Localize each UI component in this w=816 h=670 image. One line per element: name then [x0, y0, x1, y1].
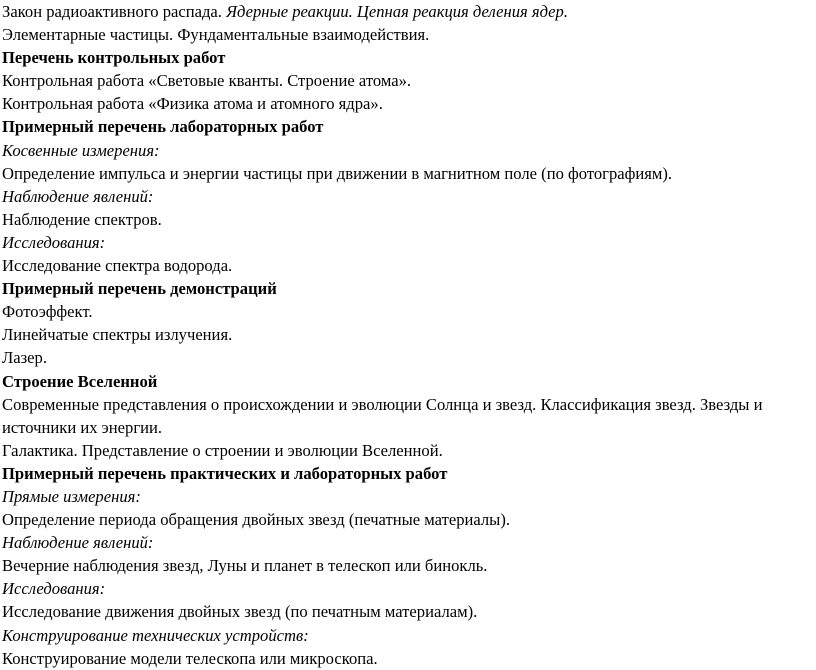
practical-observation-label: Наблюдение явлений: [2, 533, 154, 553]
control-work-item-1: Контрольная работа «Световые кванты. Строение атома». [2, 71, 412, 91]
practical-construct-item: Конструирование модели телескопа или микроскопа. [2, 648, 378, 668]
lab-indirect-label: Косвенные измерения: [2, 140, 160, 160]
lab-works-heading: Примерный перечень лабораторных работ [2, 117, 324, 137]
demonstration-item-3: Лазер. [2, 348, 47, 368]
practical-observation-item: Вечерние наблюдения звезд, Луны и планет в телескоп или бинокль. [2, 556, 488, 576]
universe-heading: Строение Вселенной [2, 371, 158, 391]
control-work-item-2: Контрольная работа «Физика атома и атомного ядра». [2, 94, 383, 114]
practical-construct-label: Конструирование технических устройств: [2, 625, 309, 645]
demonstration-item-2: Линейчатые спектры излучения. [2, 325, 233, 345]
practical-direct-item: Определение периода обращения двойных звезд (печатные материалы). [2, 510, 511, 530]
intro-line-1-italic: Ядерные реакции. Цепная реакция деления ядер. [226, 2, 568, 21]
lab-observation-item: Наблюдение спектров. [2, 209, 162, 229]
universe-paragraph-1: Современные представления о происхождении и эволюции Солнца и звезд. Классификация звезд. Звезды и источники их энергии. [2, 394, 763, 437]
practical-research-item: Исследование движения двойных звезд (по печатным материалам). [2, 602, 478, 622]
practical-research-label: Исследования: [2, 579, 106, 599]
intro-line-2: Элементарные частицы. Фундаментальные взаимодействия. [2, 25, 430, 45]
control-works-heading: Перечень контрольных работ [2, 48, 226, 68]
lab-observation-label: Наблюдение явлений: [2, 186, 154, 206]
lab-indirect-item: Определение импульса и энергии частицы при движении в магнитном поле (по фотографиям). [2, 163, 673, 183]
lab-research-label: Исследования: [2, 232, 106, 252]
demonstration-item-1: Фотоэффект. [2, 302, 93, 322]
universe-paragraph-2: Галактика. Представление о строении и эволюции Вселенной. [2, 440, 443, 460]
practical-works-heading: Примерный перечень практических и лабораторных работ [2, 463, 448, 483]
practical-direct-label: Прямые измерения: [2, 486, 141, 506]
demonstrations-heading: Примерный перечень демонстраций [2, 279, 277, 299]
intro-line-1 [2, 0, 814, 23]
document-body [2, 0, 814, 670]
lab-research-item: Исследование спектра водорода. [2, 256, 233, 276]
intro-line-1-normal: Закон радиоактивного распада. [2, 2, 227, 21]
